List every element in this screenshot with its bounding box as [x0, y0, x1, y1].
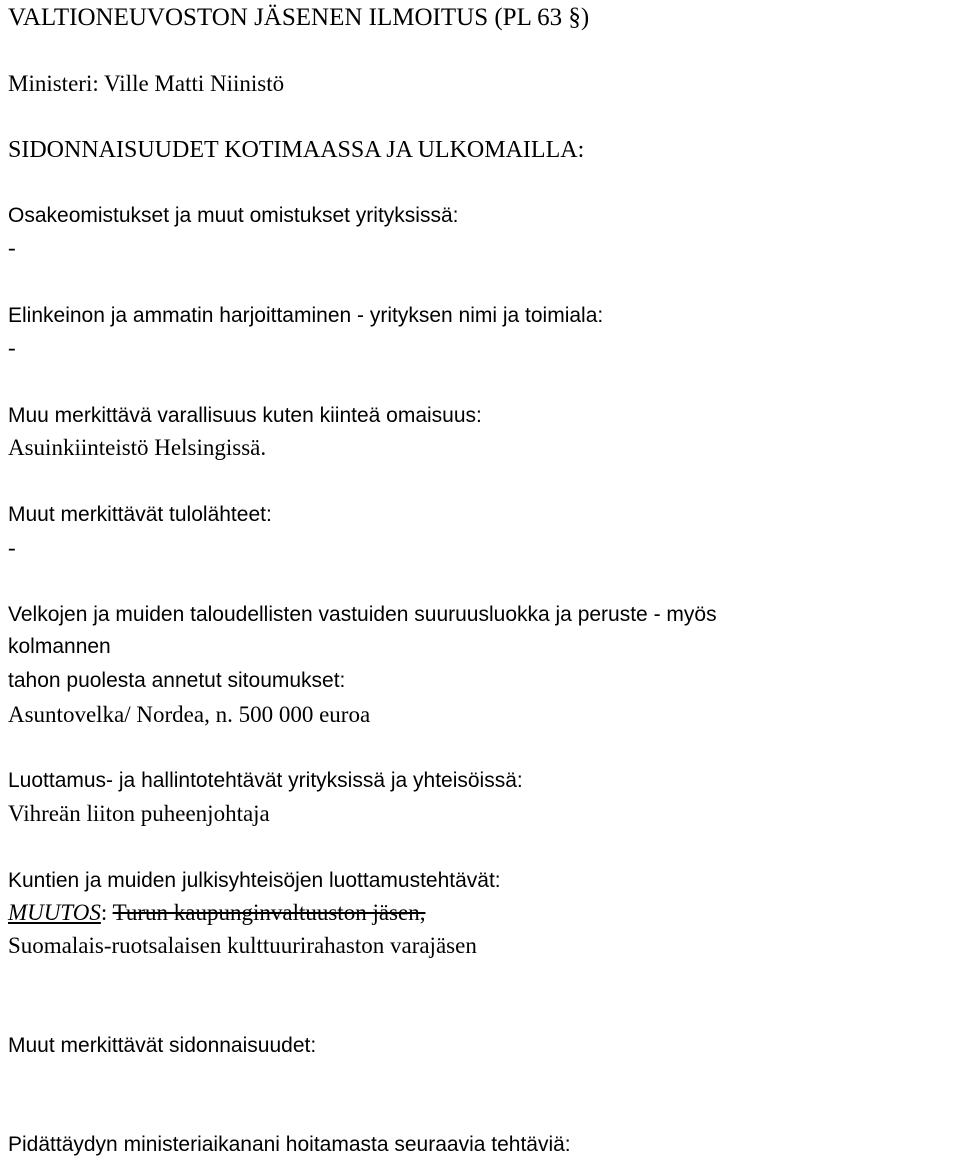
sidonnaisuudet-label: Muut merkittävät sidonnaisuudet: — [8, 1034, 317, 1057]
heading-sidonnaisuudet: SIDONNAISUUDET KOTIMAASSA JA ULKOMAILLA: — [8, 137, 585, 163]
document-title: VALTIONEUVOSTON JÄSENEN ILMOITUS (PL 63 §) — [8, 4, 590, 31]
velat-label-line3: tahon puolesta annetut sitoumukset: — [8, 669, 346, 692]
struck-previous-value: Turun kaupunginvaltuuston jäsen, — [112, 900, 426, 925]
kuntien-muutos-line — [8, 897, 425, 929]
luottamus-value: Vihreän liiton puheenjohtaja — [8, 801, 270, 826]
elinkeino-value: - — [8, 335, 16, 360]
varallisuus-label: Muu merkittävä varallisuus kuten kiinteä omaisuus: — [8, 404, 482, 427]
velat-label-line1: Velkojen ja muiden taloudellisten vastuiden suuruusluokka ja peruste - myös — [8, 603, 717, 626]
kuntien-label: Kuntien ja muiden julkisyhteisöjen luottamustehtävät: — [8, 869, 501, 892]
velat-label-line2: kolmannen — [8, 635, 111, 658]
luottamus-label: Luottamus- ja hallintotehtävät yrityksissä ja yhteisöissä: — [8, 769, 523, 792]
tulolahteet-label: Muut merkittävät tulolähteet: — [8, 503, 272, 526]
elinkeino-label: Elinkeinon ja ammatin harjoittaminen - yrityksen nimi ja toimiala: — [8, 304, 604, 327]
kuntien-value: Suomalais-ruotsalaisen kulttuurirahaston varajäsen — [8, 933, 477, 958]
osakeomistukset-label: Osakeomistukset ja muut omistukset yrityksissä: — [8, 204, 459, 227]
tulolahteet-value: - — [8, 535, 16, 560]
muutos-colon: : — [100, 900, 108, 925]
velat-value: Asuntovelka/ Nordea, n. 500 000 euroa — [8, 702, 371, 727]
varallisuus-value: Asuinkiinteistö Helsingissä. — [8, 435, 267, 460]
osakeomistukset-value: - — [8, 235, 16, 260]
muutos-label: MUUTOS — [8, 900, 101, 925]
minister-name: Ministeri: Ville Matti Niinistö — [8, 71, 285, 96]
pidattaydyn-label: Pidättäydyn ministeriaikanani hoitamasta seuraavia tehtäviä: — [8, 1133, 571, 1156]
